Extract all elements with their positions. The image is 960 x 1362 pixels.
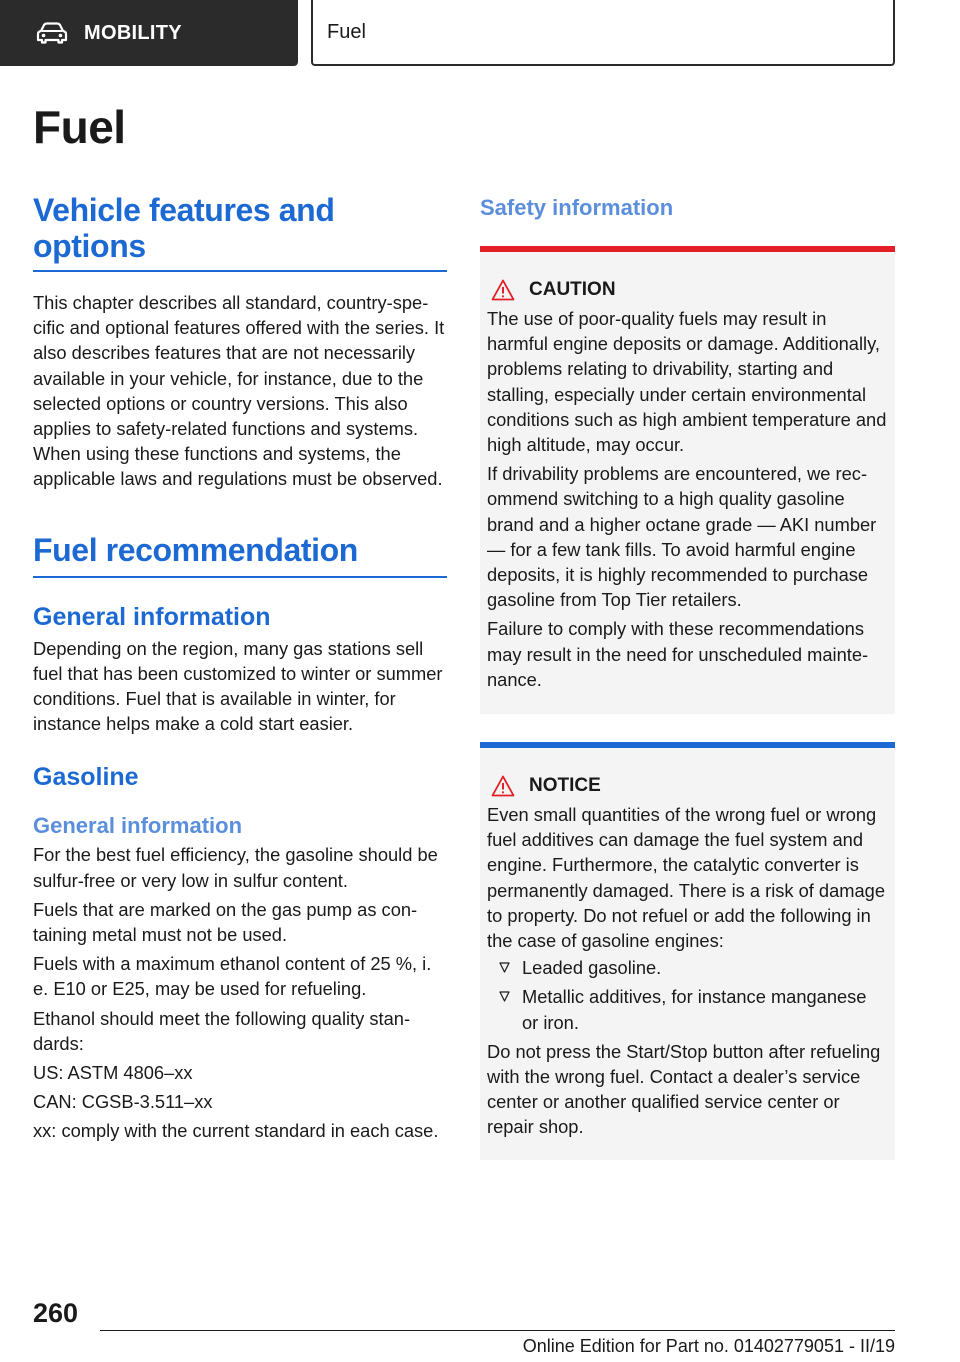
heading-safety-information: Safety information (480, 195, 674, 220)
section-tab-mobility[interactable] (0, 0, 298, 66)
heading-gasoline: Gasoline (33, 763, 139, 792)
chapter-tab-label: Fuel (327, 20, 366, 43)
notice-box (480, 742, 895, 1160)
triangle-bullet-icon (499, 991, 510, 1002)
footer-divider (100, 1330, 895, 1331)
edition-text: Online Edition for Part no. 01402779051 - II/19 (522, 1336, 895, 1356)
heading-fuel-recommendation: Fuel recommendation (33, 532, 447, 578)
caution-header (487, 278, 887, 302)
heading-general-information: General information (33, 602, 271, 631)
notice-intro: Even small quantities of the wrong fuel or wrong fuel additives can damage the fuel system and engine. Furthermore, the catalytic converter is permanently damaged. There is a risk of damage to property. Do not refuel or add the following in the case of gasoline engines: (487, 804, 886, 952)
caution-paragraph: If drivability problems are encountered, we recommend switching to a high quality gasoline brand and a higher octane grade — AKI number — for a few tank fills. To avoid harmful engine deposits, it is highly recommended to purchase gasoline from Top Tier retailers. (487, 463, 877, 611)
gasoline-paragraph: Fuels with a maximum ethanol content of 25 %, i. e. E10 or E25, may be used for refueling. (33, 953, 432, 1000)
gasoline-paragraph: CAN: CGSB-3.511–xx (33, 1091, 213, 1113)
gasoline-paragraph: xx: comply with the current standard in each case. (33, 1120, 439, 1142)
bullet-text: Metallic additives, for instance manganese or iron. (522, 986, 867, 1033)
triangle-bullet-icon (499, 962, 510, 973)
gasoline-paragraph: For the best fuel efficiency, the gasoline should be sulfur-free or very low in sulfur content. (33, 844, 438, 891)
heading-vehicle-features: Vehicle features and options (33, 192, 447, 272)
page-header (0, 0, 960, 66)
caution-box (480, 246, 895, 714)
list-item (487, 955, 887, 980)
caution-paragraph: Failure to comply with these recommendations may result in the need for unscheduled maintenance. (487, 618, 869, 690)
gasoline-paragraph: Ethanol should meet the following quality standards: (33, 1007, 411, 1054)
list-item (487, 984, 887, 1034)
page-number: 260 (33, 1298, 79, 1328)
warning-triangle-icon (491, 775, 515, 797)
left-column (33, 192, 447, 1144)
page-title: Fuel (33, 101, 126, 153)
gasoline-paragraph: Fuels that are marked on the gas pump as containing metal must not be used. (33, 898, 418, 946)
gasoline-paragraph: US: ASTM 4806–xx (33, 1062, 193, 1084)
notice-outro: Do not press the Start/Stop button after refueling with the wrong fuel. Contact a dealer’s service center or another qualified service center or repair shop. (487, 1040, 881, 1138)
notice-bullet-list (487, 955, 887, 1035)
bullet-text: Leaded gasoline. (522, 957, 662, 979)
general-information-paragraph: Depending on the region, many gas stations sell fuel that has been customized to winter or summer conditions. Fuel that is available in winter, for instance helps make a cold start easier. (33, 637, 443, 735)
right-column (480, 192, 895, 1160)
caution-label: CAUTION (529, 279, 616, 300)
car-icon (36, 22, 68, 44)
caution-paragraph: The use of poor-quality fuels may result in harmful engine deposits or damage. Additionally, problems relating to drivability, starting and stalling, especially under certain environmental conditions such as high ambient temperature and high altitude, may occur. (487, 308, 887, 456)
warning-triangle-icon (491, 279, 515, 301)
current-chapter-tab[interactable] (311, 0, 895, 66)
gasoline-paragraphs (33, 842, 447, 1143)
heading-gasoline-general-information: General information (33, 813, 243, 839)
notice-header (487, 774, 887, 798)
notice-label: NOTICE (529, 775, 601, 797)
vehicle-features-paragraph: This chapter describes all standard, country-specific and optional features offered with the series. It also describes features that are not necessarily available in your vehicle, for instance, due to the selected options or country versions. This also applies to safety-related functions and systems. When using these functions and systems, the applicable laws and regulations must be observed. (33, 292, 445, 490)
section-tab-label: MOBILITY (84, 21, 182, 44)
